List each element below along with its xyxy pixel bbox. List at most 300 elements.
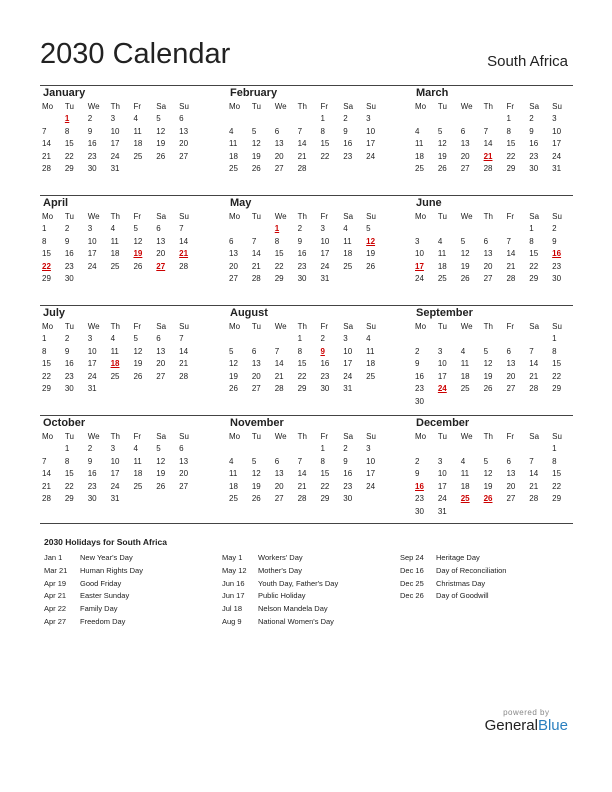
weekday-label: Sa — [156, 322, 167, 331]
day-cell — [550, 396, 573, 409]
day-cell: 3 — [437, 456, 443, 466]
day-cell: 8 — [42, 236, 47, 246]
day-cell: 13 — [483, 249, 493, 258]
day-cell — [504, 333, 527, 346]
weekday-label: Fr — [133, 322, 141, 331]
weekday-label: We — [87, 322, 100, 331]
holiday-item — [44, 565, 143, 578]
day-cell: 25 — [343, 261, 353, 271]
holiday-item — [222, 603, 338, 616]
day-cell: 10 — [110, 126, 120, 136]
holiday-day-cell: 1 — [274, 224, 280, 233]
divider — [40, 305, 573, 306]
weekday-label: We — [274, 432, 287, 441]
day-cell: 19 — [133, 359, 143, 368]
weekday-label: Su — [366, 432, 376, 441]
day-cell: 10 — [87, 236, 97, 246]
holidays-title: 2030 Holidays for South Africa — [44, 537, 167, 547]
holiday-date: Jun 16 — [222, 578, 245, 588]
day-cell: 28 — [297, 164, 307, 173]
day-cell — [227, 223, 250, 236]
weekday-label: Su — [366, 322, 376, 331]
month-name: September — [416, 307, 473, 319]
day-cell — [227, 333, 250, 346]
day-cell — [131, 163, 154, 176]
weekday-label: Sa — [529, 322, 540, 331]
holiday-day-cell: 21 — [483, 151, 493, 161]
day-cell — [364, 163, 387, 176]
day-cell: 18 — [133, 469, 143, 478]
day-cell: 13 — [179, 126, 189, 136]
day-cell: 7 — [274, 346, 280, 356]
day-cell: 13 — [156, 346, 166, 356]
day-cell: 10 — [437, 469, 447, 478]
day-cell: 17 — [87, 359, 97, 368]
week-row — [227, 163, 387, 176]
day-cell: 5 — [437, 126, 443, 136]
day-cell: 20 — [506, 481, 516, 491]
weekday-label: Tu — [251, 322, 261, 331]
day-cell — [86, 273, 109, 286]
day-cell: 8 — [64, 126, 70, 136]
week-row — [413, 383, 573, 396]
day-cell: 22 — [552, 371, 562, 381]
weekday-label: Mo — [415, 102, 427, 111]
holiday-item — [44, 590, 143, 603]
weekday-label: Sa — [343, 322, 354, 331]
day-cell: 1 — [320, 114, 325, 123]
weekday-label: Tu — [64, 102, 74, 111]
weekday-label: Fr — [506, 212, 514, 221]
day-cell — [154, 383, 177, 396]
holiday-day-cell: 21 — [179, 249, 189, 258]
day-cell: 5 — [156, 114, 161, 123]
day-cell — [482, 443, 505, 456]
holiday-date: Mar 21 — [44, 565, 68, 575]
day-cell: 11 — [437, 249, 447, 258]
month-name: June — [416, 197, 442, 209]
day-cell: 29 — [320, 494, 330, 503]
day-cell: 15 — [297, 359, 307, 368]
day-cell: 28 — [251, 274, 261, 283]
day-cell: 18 — [229, 151, 238, 161]
week-row — [413, 481, 573, 494]
day-cell: 29 — [506, 164, 516, 173]
day-cell — [177, 383, 200, 396]
holiday-name: Freedom Day — [80, 616, 126, 626]
day-cell: 18 — [437, 261, 447, 271]
day-cell: 16 — [64, 249, 74, 258]
day-cell: 19 — [460, 261, 470, 271]
day-cell: 2 — [343, 114, 348, 123]
day-cell: 24 — [415, 274, 424, 283]
day-cell: 29 — [274, 274, 284, 283]
day-cell: 7 — [529, 456, 534, 466]
day-cell: 21 — [251, 261, 261, 271]
day-cell: 12 — [483, 469, 493, 478]
weekday-label: Th — [297, 322, 307, 331]
day-cell: 3 — [552, 114, 557, 123]
day-cell: 30 — [64, 274, 74, 283]
day-cell: 20 — [506, 371, 516, 381]
day-cell: 11 — [460, 469, 470, 478]
day-cell: 4 — [460, 456, 466, 466]
weekday-label: Tu — [64, 212, 74, 221]
day-cell: 12 — [251, 139, 261, 148]
day-cell — [527, 443, 550, 456]
day-cell: 11 — [110, 236, 119, 246]
week-row — [40, 236, 200, 249]
week-row — [40, 163, 200, 176]
day-cell — [504, 223, 527, 236]
holiday-name: Day of Reconciliation — [436, 565, 507, 575]
day-cell: 29 — [42, 384, 51, 393]
day-cell: 20 — [274, 481, 284, 491]
holiday-name: Good Friday — [80, 578, 122, 588]
day-cell: 5 — [251, 126, 257, 136]
day-cell — [296, 113, 319, 126]
day-cell: 7 — [506, 236, 511, 246]
day-cell: 13 — [229, 249, 238, 258]
weekday-header — [40, 100, 200, 113]
day-cell: 15 — [552, 469, 562, 478]
day-cell: 11 — [460, 359, 470, 368]
weekday-label: Tu — [437, 432, 447, 441]
holiday-date: Apr 22 — [44, 604, 67, 614]
day-cell: 23 — [552, 261, 562, 271]
holiday-column — [400, 552, 506, 603]
day-cell: 22 — [297, 371, 307, 381]
day-cell: 16 — [320, 359, 330, 368]
day-cell — [504, 506, 527, 519]
day-cell: 6 — [229, 236, 234, 246]
day-cell: 12 — [437, 139, 447, 148]
day-cell: 27 — [229, 274, 238, 283]
day-cell: 7 — [42, 126, 47, 136]
holiday-day-cell: 22 — [42, 261, 51, 271]
day-cell: 17 — [366, 469, 376, 478]
day-cell — [250, 223, 273, 236]
day-cell — [459, 223, 482, 236]
day-cell: 14 — [274, 359, 284, 368]
day-cell: 8 — [297, 346, 303, 356]
day-cell: 23 — [320, 371, 330, 381]
day-cell: 4 — [437, 236, 443, 246]
day-cell: 19 — [251, 481, 261, 491]
holiday-item — [222, 616, 338, 629]
day-cell — [40, 113, 63, 126]
holiday-column — [44, 552, 143, 629]
holiday-name: Mother's Day — [258, 565, 302, 575]
weekday-label: Mo — [229, 102, 241, 111]
day-cell: 14 — [529, 359, 539, 368]
day-cell: 3 — [320, 224, 325, 233]
day-cell: 2 — [415, 346, 420, 356]
week-row — [227, 443, 387, 456]
day-cell: 8 — [320, 456, 325, 466]
day-cell: 1 — [552, 334, 557, 343]
weekday-header — [413, 100, 573, 113]
day-cell: 20 — [483, 261, 493, 271]
day-cell — [154, 163, 177, 176]
weekday-label: We — [274, 212, 287, 221]
day-cell: 14 — [42, 139, 51, 148]
day-cell: 29 — [552, 384, 562, 393]
weekday-label: Tu — [251, 432, 261, 441]
weekday-label: Th — [110, 432, 120, 441]
day-cell: 15 — [42, 359, 51, 368]
week-row — [413, 138, 573, 151]
day-cell: 21 — [42, 151, 51, 161]
day-cell: 8 — [274, 236, 280, 246]
week-row — [413, 151, 573, 164]
week-row — [227, 223, 387, 236]
day-cell — [459, 443, 482, 456]
day-cell: 24 — [87, 371, 97, 381]
holiday-item — [400, 578, 506, 591]
day-cell: 5 — [133, 224, 138, 233]
day-cell: 19 — [483, 481, 493, 491]
day-cell: 9 — [343, 126, 348, 136]
week-row — [413, 223, 573, 236]
day-cell: 6 — [156, 334, 161, 343]
day-cell: 30 — [552, 274, 562, 283]
day-cell — [364, 383, 387, 396]
day-cell: 28 — [529, 384, 539, 393]
day-cell — [131, 273, 154, 286]
weekday-label: We — [87, 432, 100, 441]
day-cell: 5 — [366, 224, 371, 233]
weekday-label: Mo — [42, 432, 54, 441]
day-cell: 16 — [343, 469, 353, 478]
day-cell: 18 — [343, 249, 353, 258]
weekday-header — [227, 210, 387, 223]
holiday-item — [44, 578, 143, 591]
day-cell — [504, 396, 527, 409]
day-cell — [482, 333, 505, 346]
day-cell — [131, 383, 154, 396]
holiday-day-cell: 16 — [552, 249, 562, 258]
weekday-label: Fr — [506, 322, 514, 331]
day-cell: 16 — [297, 249, 307, 258]
week-row — [227, 468, 387, 481]
holiday-day-cell: 24 — [437, 384, 447, 393]
holiday-date: Jan 1 — [44, 553, 63, 562]
weekday-label: We — [460, 432, 473, 441]
day-cell: 17 — [110, 139, 120, 148]
day-cell — [273, 443, 296, 456]
week-row — [40, 371, 200, 384]
day-cell: 18 — [229, 481, 238, 491]
day-cell: 30 — [64, 384, 74, 393]
weekday-label: Th — [110, 322, 120, 331]
holiday-name: Day of Goodwill — [436, 591, 489, 601]
day-cell: 17 — [552, 139, 562, 148]
day-cell: 14 — [297, 139, 307, 148]
day-cell — [436, 223, 459, 236]
weekday-label: Tu — [251, 102, 261, 111]
day-cell: 26 — [156, 151, 166, 161]
day-cell: 30 — [320, 384, 330, 393]
weekday-label: Fr — [506, 102, 514, 111]
month-name: October — [43, 417, 86, 429]
holiday-day-cell: 16 — [415, 481, 424, 491]
day-cell: 9 — [64, 236, 70, 246]
day-cell — [413, 113, 436, 126]
week-row — [40, 468, 200, 481]
day-cell: 4 — [229, 456, 234, 466]
day-cell — [436, 333, 459, 346]
weekday-label: We — [460, 322, 473, 331]
day-cell: 6 — [179, 444, 184, 453]
day-cell: 9 — [529, 126, 534, 136]
day-cell — [273, 333, 296, 346]
week-row — [227, 248, 387, 261]
day-cell: 16 — [415, 371, 424, 381]
day-cell: 12 — [483, 359, 493, 368]
week-row — [40, 248, 200, 261]
holiday-day-cell: 18 — [110, 359, 120, 368]
day-cell: 25 — [110, 261, 120, 271]
day-cell: 23 — [529, 151, 539, 161]
month-july — [40, 307, 200, 396]
holiday-date: Jul 18 — [222, 604, 243, 614]
week-row — [413, 456, 573, 469]
holiday-name: Easter Sunday — [80, 591, 130, 601]
weekday-label: Tu — [251, 212, 261, 221]
day-cell: 26 — [460, 274, 470, 283]
day-cell: 10 — [437, 359, 447, 368]
holiday-day-cell: 12 — [366, 236, 376, 246]
day-cell — [273, 113, 296, 126]
week-row — [40, 113, 200, 126]
day-cell: 29 — [552, 494, 562, 503]
divider — [40, 85, 573, 86]
day-cell — [154, 493, 177, 506]
holiday-date: May 1 — [222, 553, 243, 562]
weekday-label: Th — [483, 322, 493, 331]
holiday-item — [44, 603, 143, 616]
week-row — [40, 333, 200, 346]
weekday-label: Th — [110, 212, 120, 221]
weekday-label: Sa — [343, 432, 354, 441]
day-cell: 23 — [64, 261, 74, 271]
day-cell: 20 — [460, 151, 470, 161]
month-name: January — [43, 87, 86, 99]
day-cell: 24 — [343, 371, 353, 381]
day-cell: 14 — [529, 469, 539, 478]
weekday-label: Mo — [229, 212, 241, 221]
day-cell: 26 — [133, 371, 143, 381]
day-cell: 23 — [87, 481, 97, 491]
day-cell: 9 — [87, 126, 93, 136]
month-november — [227, 417, 387, 506]
day-cell: 6 — [274, 456, 280, 466]
day-cell: 13 — [274, 469, 284, 478]
day-cell: 6 — [156, 224, 161, 233]
day-cell: 17 — [437, 481, 447, 491]
day-cell: 20 — [179, 469, 189, 478]
day-cell: 12 — [229, 359, 238, 368]
day-cell: 13 — [179, 456, 189, 466]
weekday-label: Su — [179, 102, 189, 111]
day-cell: 2 — [529, 114, 534, 123]
week-row — [413, 273, 573, 286]
day-cell: 15 — [506, 139, 516, 148]
day-cell: 4 — [110, 224, 116, 233]
day-cell: 20 — [229, 261, 238, 271]
weekday-label: Th — [297, 432, 307, 441]
day-cell: 12 — [133, 346, 143, 356]
day-cell: 23 — [64, 371, 74, 381]
day-cell: 2 — [552, 224, 557, 233]
day-cell: 18 — [110, 249, 120, 258]
day-cell: 22 — [320, 481, 330, 491]
week-row — [227, 151, 387, 164]
week-row — [413, 371, 573, 384]
day-cell — [482, 506, 505, 519]
day-cell: 4 — [366, 334, 371, 343]
day-cell: 23 — [415, 494, 424, 503]
day-cell: 14 — [297, 469, 307, 478]
week-row — [413, 248, 573, 261]
weekday-header — [40, 320, 200, 333]
holiday-date: Jun 17 — [222, 591, 245, 601]
month-may — [227, 197, 387, 286]
day-cell: 1 — [506, 114, 511, 123]
day-cell: 3 — [87, 334, 93, 343]
weekday-label: Mo — [42, 212, 54, 221]
day-cell: 27 — [251, 384, 261, 393]
day-cell: 19 — [156, 469, 166, 478]
weekday-label: Th — [483, 102, 493, 111]
day-cell: 29 — [64, 494, 74, 503]
day-cell: 27 — [506, 494, 516, 503]
day-cell: 5 — [251, 456, 257, 466]
day-cell: 8 — [552, 346, 557, 356]
holiday-day-cell: 26 — [483, 494, 493, 503]
weekday-label: Sa — [156, 102, 167, 111]
day-cell: 10 — [366, 126, 376, 136]
holiday-name: Nelson Mandela Day — [258, 604, 328, 614]
day-cell: 29 — [64, 164, 74, 173]
weekday-label: We — [460, 212, 473, 221]
day-cell: 22 — [42, 371, 51, 381]
brand-blue: Blue — [537, 717, 568, 734]
day-cell: 20 — [156, 249, 166, 258]
week-row — [227, 126, 387, 139]
day-cell: 17 — [87, 249, 97, 258]
day-cell: 28 — [483, 164, 493, 173]
weekday-label: Tu — [64, 322, 74, 331]
day-cell: 22 — [529, 261, 539, 271]
day-cell: 12 — [133, 236, 143, 246]
day-cell — [227, 443, 250, 456]
day-cell: 8 — [320, 126, 325, 136]
day-cell: 23 — [343, 481, 353, 491]
day-cell — [436, 443, 459, 456]
holiday-day-cell: 25 — [460, 494, 470, 503]
day-cell: 1 — [64, 444, 70, 453]
day-cell: 7 — [483, 126, 489, 136]
holiday-day-cell: 17 — [415, 261, 424, 271]
day-cell — [177, 163, 200, 176]
day-cell: 23 — [87, 151, 97, 161]
weekday-header — [227, 430, 387, 443]
weekday-label: We — [460, 102, 473, 111]
day-cell: 18 — [133, 139, 143, 148]
day-cell: 18 — [460, 371, 470, 381]
